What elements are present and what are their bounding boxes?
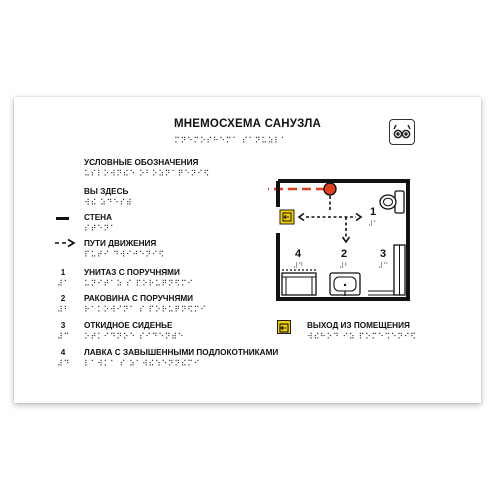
path-arrow-left bbox=[299, 214, 304, 221]
wall-legend-symbol bbox=[56, 217, 69, 220]
you-are-here-marker bbox=[324, 183, 336, 195]
you-are-here-label: ВЫ ЗДЕСЬ bbox=[84, 187, 129, 196]
fixture-number-1: 1 bbox=[370, 206, 377, 218]
legend-heading: УСЛОВНЫЕ ОБОЗНАЧЕНИЯ bbox=[84, 158, 199, 167]
toilet-icon bbox=[380, 191, 404, 213]
sink-icon bbox=[330, 273, 360, 296]
legend-item-number-braille: ⠼⠃ bbox=[57, 305, 70, 314]
fixture-braille-3: ⠼⠉ bbox=[378, 262, 389, 270]
legend-item-number: 4 bbox=[60, 348, 66, 357]
tactile-sign-plate bbox=[14, 97, 481, 403]
folding-seat-icon bbox=[368, 245, 405, 295]
legend-item-number: 1 bbox=[60, 268, 66, 277]
path-arrow-right bbox=[356, 214, 361, 221]
you-are-here-braille: ⠺⠮ ⠵⠙⠑⠎⠾ bbox=[84, 198, 133, 207]
legend-item-number-braille: ⠼⠙ bbox=[57, 359, 70, 368]
legend-item-label: РАКОВИНА С ПОРУЧНЯМИ bbox=[84, 294, 194, 303]
plate-title-braille: ⠍⠝⠑⠍⠕⠎⠓⠑⠍⠁ ⠎⠁⠝⠥⠵⠇⠁ bbox=[174, 136, 287, 145]
vision-impaired-glasses-icon bbox=[389, 119, 415, 145]
legend-item-label: ОТКИДНОЕ СИДЕНЬЕ bbox=[84, 321, 173, 330]
legend-item-label: ЛАВКА С ЗАВЫШЕННЫМИ ПОДЛОКОТНИКАМИ bbox=[84, 348, 279, 357]
fixture-braille-4: ⠼⠙ bbox=[293, 262, 304, 270]
path-arrow-down bbox=[343, 237, 350, 242]
legend-item-braille: ⠗⠁⠅⠕⠺⠊⠝⠁ ⠎ ⠏⠕⠗⠥⠟⠝⠫⠍⠊ bbox=[84, 305, 207, 314]
fixture-number-4: 4 bbox=[295, 248, 302, 260]
legend-item-braille: ⠇⠁⠺⠅⠁ ⠎ ⠵⠁⠺⠮⠱⠑⠝⠝⠮⠍⠊ bbox=[84, 359, 201, 368]
legend-item-number-braille: ⠼⠉ bbox=[57, 332, 70, 341]
wall-label: СТЕНА bbox=[84, 213, 112, 222]
exit-label: ВЫХОД ИЗ ПОМЕЩЕНИЯ bbox=[307, 321, 410, 330]
wall-braille: ⠎⠞⠑⠝⠁ bbox=[84, 224, 117, 233]
fixture-braille-2: ⠼⠃ bbox=[339, 262, 350, 270]
exit-braille: ⠺⠮⠓⠕⠙ ⠊⠵ ⠏⠕⠍⠑⠩⠑⠝⠊⠫ bbox=[307, 332, 417, 341]
legend-heading-braille: ⠥⠎⠇⠕⠺⠝⠮⠑ ⠕⠃⠕⠵⠝⠁⠟⠑⠝⠊⠫ bbox=[84, 169, 210, 178]
plate-title: МНЕМОСХЕМА САНУЗЛА bbox=[174, 118, 322, 130]
legend-item-label: УНИТАЗ С ПОРУЧНЯМИ bbox=[84, 268, 180, 277]
dashed-arrow-icon bbox=[54, 238, 76, 248]
paths-braille: ⠏⠥⠞⠊ ⠙⠺⠊⠚⠑⠝⠊⠫ bbox=[84, 250, 165, 259]
legend-item-number: 3 bbox=[60, 321, 66, 330]
restroom-floor-plan bbox=[268, 177, 418, 302]
fixture-braille-1: ⠼⠁ bbox=[368, 220, 379, 228]
paths-label: ПУТИ ДВИЖЕНИЯ bbox=[84, 239, 157, 248]
legend-item-number-braille: ⠼⠁ bbox=[57, 279, 70, 288]
bench-icon bbox=[282, 270, 316, 295]
fixture-number-3: 3 bbox=[380, 248, 387, 260]
legend-item-number: 2 bbox=[60, 294, 66, 303]
exit-sign-icon bbox=[277, 320, 291, 334]
legend-item-braille: ⠥⠝⠊⠞⠁⠵ ⠎ ⠏⠕⠗⠥⠟⠝⠫⠍⠊ bbox=[84, 279, 194, 288]
fixture-number-2: 2 bbox=[341, 248, 348, 260]
legend-item-braille: ⠕⠞⠅⠊⠙⠝⠕⠑ ⠎⠊⠙⠑⠝⠾⠑ bbox=[84, 332, 185, 341]
